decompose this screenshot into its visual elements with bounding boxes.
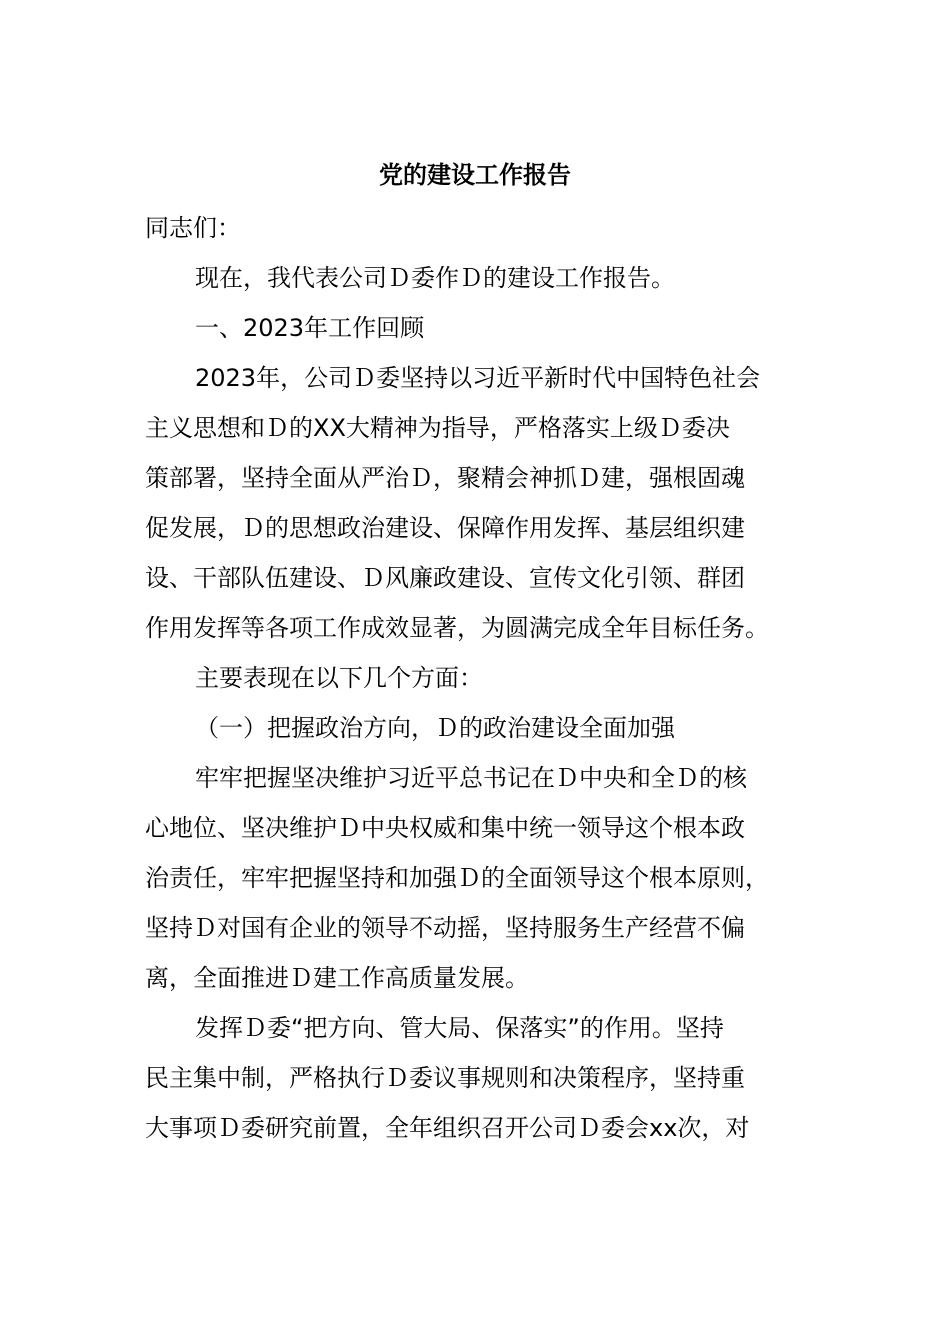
paragraph-line: 现在，我代表公司Ｄ委作Ｄ的建设工作报告。: [195, 264, 675, 292]
paragraph-line: 大事项Ｄ委研究前置，全年组织召开公司Ｄ委会xx次，对: [145, 1114, 750, 1142]
paragraph-line: 发挥Ｄ委“把方向、管大局、保落实”的作用。坚持: [195, 1014, 724, 1042]
paragraph: [145, 353, 813, 653]
paragraph-line: 策部署，坚持全面从严治Ｄ，聚精会神抓Ｄ建，强根固魂: [145, 464, 745, 492]
paragraph: [145, 653, 813, 703]
paragraph-line: 2023年，公司Ｄ委坚持以习近平新时代中国特色社会: [195, 364, 761, 392]
paragraph: [145, 1003, 813, 1153]
paragraph-line: 主义思想和Ｄ的XX大精神为指导，严格落实上级Ｄ委决: [145, 414, 730, 442]
paragraph-line: 治责任，牢牢把握坚持和加强Ｄ的全面领导这个根本原则，: [145, 864, 769, 892]
paragraph-line: 一、2023年工作回顾: [195, 314, 425, 342]
paragraph-line: 牢牢把握坚决维护习近平总书记在Ｄ中央和全Ｄ的核: [195, 764, 747, 792]
paragraph: [145, 253, 813, 303]
page-title: 党的建设工作报告: [379, 161, 571, 189]
paragraph-line: 主要表现在以下几个方面：: [195, 664, 483, 692]
paragraph-line: 离，全面推进Ｄ建工作高质量发展。: [145, 964, 529, 992]
subsection-heading: [145, 703, 813, 753]
paragraph-line: 民主集中制，严格执行Ｄ委议事规则和决策程序，坚持重: [145, 1064, 745, 1092]
paragraph: [145, 753, 813, 1003]
paragraph-line: 作用发挥等各项工作成效显著，为圆满完成全年目标任务。: [145, 614, 769, 642]
paragraph-line: 促发展，Ｄ的思想政治建设、保障作用发挥、基层组织建: [145, 514, 745, 542]
section-heading: [145, 303, 813, 353]
greeting: 同志们：: [145, 214, 241, 242]
paragraph-line: 坚持Ｄ对国有企业的领导不动摇，坚持服务生产经营不偏: [145, 914, 745, 942]
paragraph-line: 设、干部队伍建设、Ｄ风廉政建设、宣传文化引领、群团: [145, 564, 745, 592]
document-body: [145, 203, 813, 1153]
paragraph-line: （一）把握政治方向，Ｄ的政治建设全面加强: [195, 714, 675, 742]
paragraph-line: 心地位、坚决维护Ｄ中央权威和集中统一领导这个根本政: [145, 814, 745, 842]
